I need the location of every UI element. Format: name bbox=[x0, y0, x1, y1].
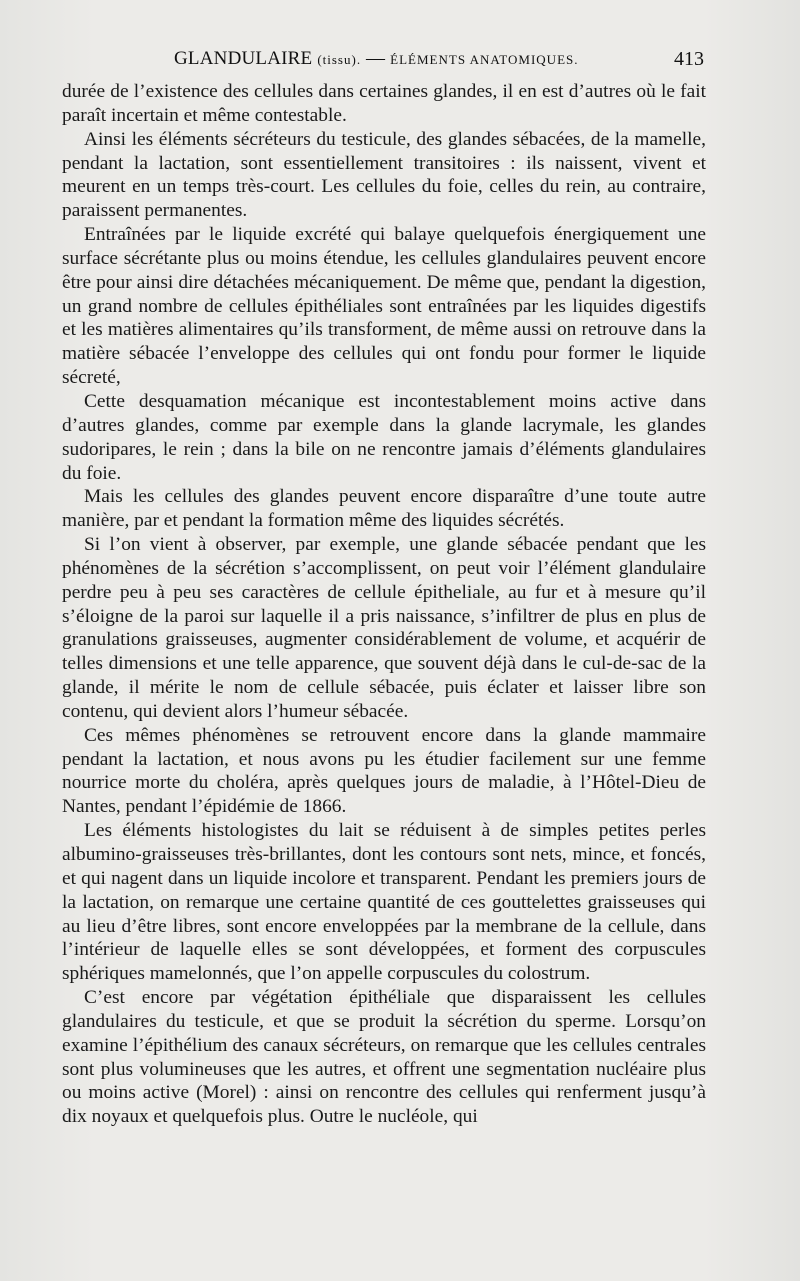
running-head bbox=[174, 48, 579, 70]
running-head-subtitle: ÉLÉMENTS ANATOMIQUES. bbox=[390, 52, 579, 67]
page-number: 413 bbox=[674, 48, 704, 70]
body-text bbox=[62, 80, 706, 1129]
running-head-dash: — bbox=[366, 48, 391, 69]
paragraph: Mais les cellules des glandes peuvent encore disparaître d’une toute autre manière, par et pendant la formation même des liquides sécrétés. bbox=[62, 486, 706, 532]
page-header bbox=[62, 44, 704, 74]
paragraph: Les éléments histologistes du lait se réduisent à de simples petites perles albumino-graisseuses très-brillantes, dont les contours sont nets, mince, et foncés, et qui nagent dans un liquide incolore et transparent. Pendant les premiers jours de la lactation, on remarque une certaine quantité de ces gouttelettes graisseuses qui au lieu d’être libres, sont encore enveloppées par la membrane de la cellule, dans l’intérieur de laquelle elles se sont développées, et forment des corpuscules sphériques mamelonnés, que l’on appelle corpuscules du colostrum. bbox=[62, 820, 706, 985]
paragraph: Entraînées par le liquide excrété qui balaye quelquefois énergiquement une surface sécrétante plus ou moins étendue, les cellules glandulaires peuvent encore être pour ainsi dire détachées mécaniquement. De même que, pendant la digestion, un grand nombre de cellules épithéliales sont entraînées par les liquides digestifs et les matières alimentaires qu’ils transforment, de même aussi on retrouve dans la matière sébacée l’enveloppe des cellules qui ont fondu pour former le liquide sécreté, bbox=[62, 224, 706, 389]
paragraph: C’est encore par végétation épithéliale que disparaissent les cellules glandulaires du testicule, et que se produit la sécrétion du sperme. Lorsqu’on examine l’épithélium des canaux sécréteurs, on remarque que les cellules centrales sont plus volumineuses que les autres, et offrent une segmentation nucléaire plus ou moins active (Morel) : ainsi on rencontre des cellules qui renferment jusqu’à dix noyaux et quelquefois plus. Outre le nucléole, qui bbox=[62, 987, 706, 1128]
paragraph: Ainsi les éléments sécréteurs du testicule, des glandes sébacées, de la mamelle, pendant la lactation, sont essentiellement transitoires : ils naissent, vivent et meurent en un temps très-court. Les cellules du foie, celles du rein, au contraire, paraissent permanentes. bbox=[62, 128, 706, 222]
paragraph: Cette desquamation mécanique est incontestablement moins active dans d’autres glandes, comme par exemple dans la glande lacrymale, les glandes sudoripares, le rein ; dans la bile on ne rencontre jamais d’éléments glandulaires du foie. bbox=[62, 390, 706, 484]
paragraph: durée de l’existence des cellules dans certaines glandes, il en est d’autres où le fait paraît incertain et même contestable. bbox=[62, 81, 706, 126]
paragraph: Si l’on vient à observer, par exemple, une glande sébacée pendant que les phénomènes de la sécrétion s’accomplissent, on peut voir l’élément glandulaire perdre peu à peu ses caractères de cellule épitheliale, au fur et à mesure qu’il s’éloigne de la paroi sur laquelle il a pris naissance, s’infiltrer de plus en plus de granulations graisseuses, augmenter considérablement de volume, et acquérir de telles dimensions et une telle apparence, que souvent déjà dans le cul-de-sac de la glande, il mérite le nom de cellule sébacée, puis éclater et laisser libre son contenu, qui devient alors l’humeur sébacée. bbox=[62, 534, 706, 722]
paragraph: Ces mêmes phénomènes se retrouvent encore dans la glande mammaire pendant la lactation, et nous avons pu les étudier facilement sur une femme nourrice morte du choléra, après quelques jours de maladie, à l’Hôtel-Dieu de Nantes, pendant l’épidémie de 1866. bbox=[62, 724, 706, 818]
running-head-paren: (tissu). bbox=[317, 52, 362, 67]
running-head-title: GLANDULAIRE bbox=[174, 48, 313, 69]
